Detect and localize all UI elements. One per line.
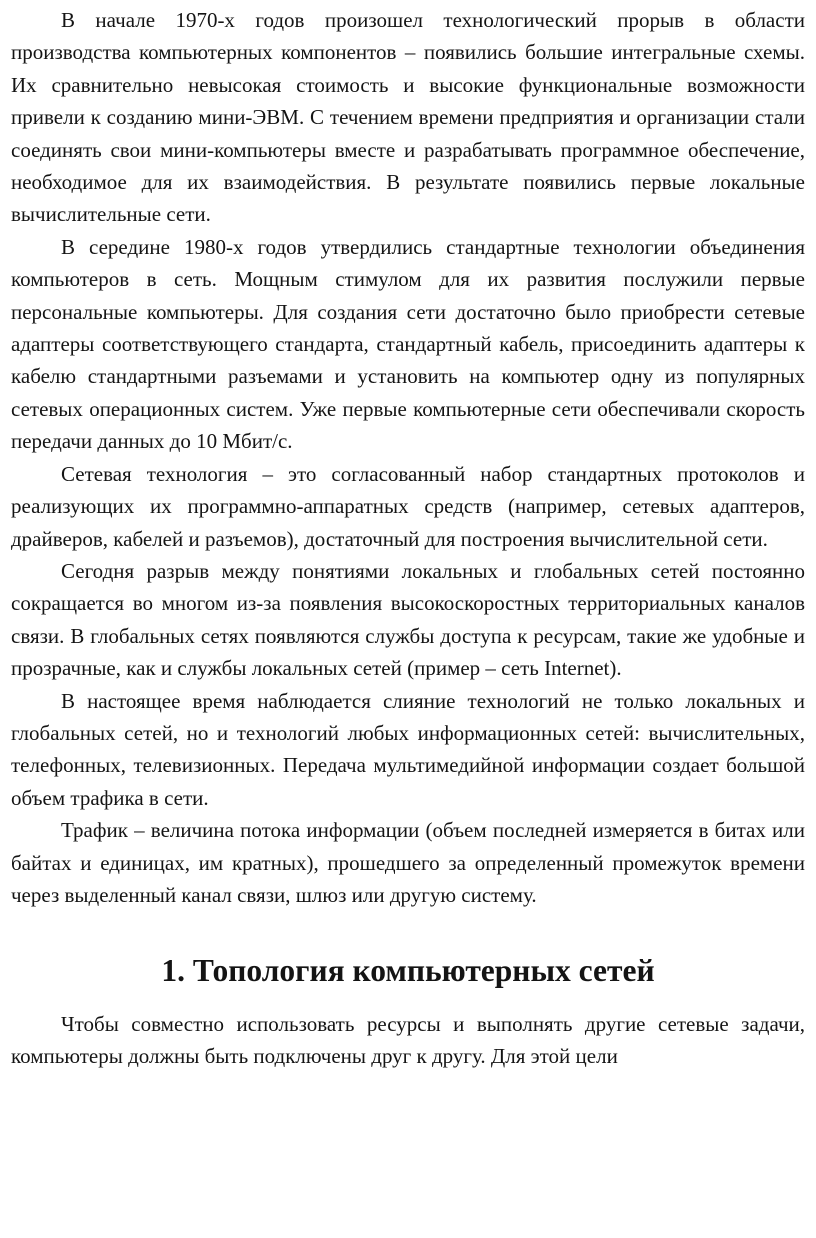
- paragraph-1: В начале 1970-х годов произошел технологический прорыв в области производства компьютерных компонентов – появились большие интегральные схемы. Их сравнительно невысокая стоимость и высокие функциональные возможности привели к созданию мини-ЭВМ. С течением времени предприятия и организации стали соединять свои мини-компьютеры вместе и разрабатывать программное обеспечение, необходимое для их взаимодействия. В результате появились первые локальные вычислительные сети.: [11, 8, 805, 227]
- paragraph-4: Сегодня разрыв между понятиями локальных и глобальных сетей постоянно сокращается во многом из-за появления высокоскоростных территориальных каналов связи. В глобальных сетях появляются службы доступа к ресурсам, такие же удобные и прозрачные, как и службы локальных сетей (пример – сеть Internet).: [11, 558, 805, 681]
- section-heading: 1. Топология компьютерных сетей: [161, 953, 655, 989]
- paragraph-7: Чтобы совместно использовать ресурсы и выполнять другие сетевые задачи, компьютеры должны быть подключены друг к другу. Для этой цели: [11, 1011, 805, 1069]
- document-page: [11, 0, 805, 1073]
- paragraph-2: В середине 1980-х годов утвердились стандартные технологии объединения компьютеров в сеть. Мощным стимулом для их развития послужили первые персональные компьютеры. Для создания сети достаточно было приобрести сетевые адаптеры соответствующего стандарта, стандартный кабель, присоединить адаптеры к кабелю стандартными разъемами и установить на компьютер одну из популярных сетевых операционных систем. Уже первые компьютерные сети обеспечивали скорость передачи данных до 10 Мбит/с.: [11, 234, 805, 454]
- paragraph-6: Трафик – величина потока информации (объем последней измеряется в битах или байтах и единицах, им кратных), прошедшего за определенный промежуток времени через выделенный канал связи, шлюз или другую систему.: [11, 818, 805, 907]
- paragraph-3: Сетевая технология – это согласованный набор стандартных протоколов и реализующих их программно-аппаратных средств (например, сетевых адаптеров, драйверов, кабелей и разъемов), достаточный для построения вычислительной сети.: [11, 461, 805, 551]
- paragraph-5: В настоящее время наблюдается слияние технологий не только локальных и глобальных сетей, но и технологий любых информационных сетей: вычислительных, телефонных, телевизионных. Передача мультимедийной информации создает большой объем трафика в сети.: [11, 688, 805, 810]
